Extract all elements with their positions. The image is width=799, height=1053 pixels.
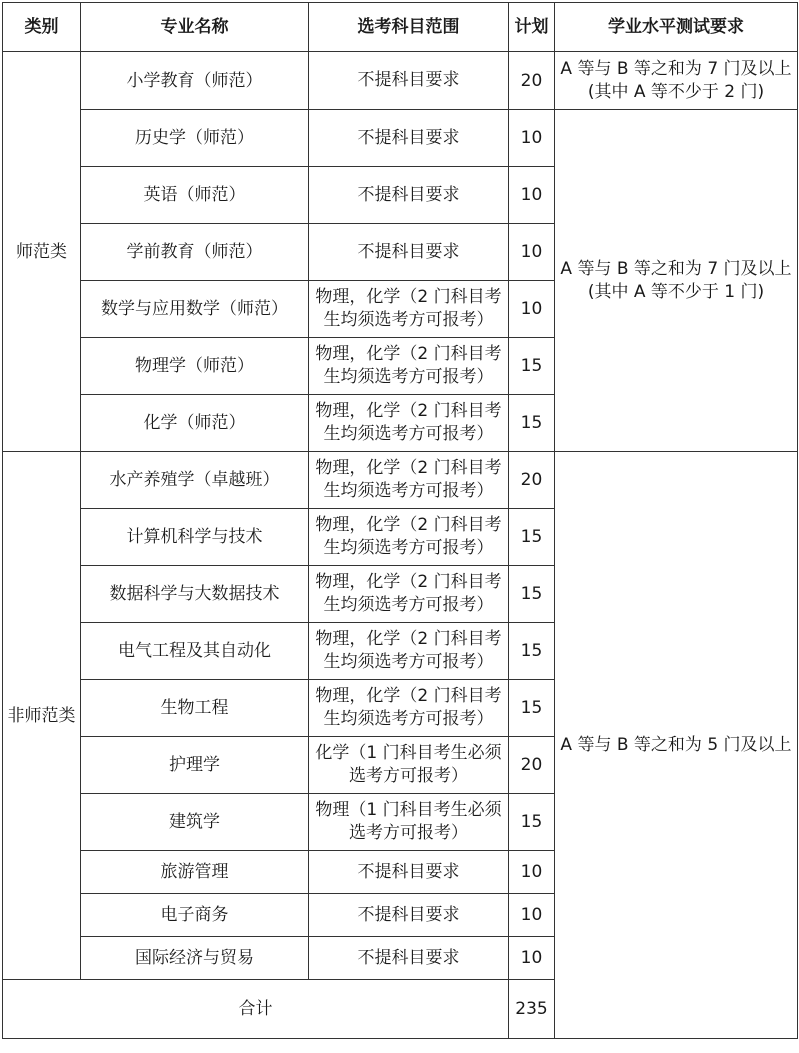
plan-count: 20 — [509, 52, 555, 110]
level-requirement: A 等与 B 等之和为 7 门及以上(其中 A 等不少于 1 门) — [555, 110, 798, 452]
major-name: 旅游管理 — [81, 851, 309, 894]
plan-count: 10 — [509, 851, 555, 894]
plan-count: 15 — [509, 623, 555, 680]
table-row — [3, 452, 798, 509]
plan-count: 15 — [509, 566, 555, 623]
subject-requirement: 不提科目要求 — [309, 937, 509, 980]
major-name: 英语（师范） — [81, 167, 309, 224]
subject-requirement: 物理，化学（2 门科目考生均须选考方可报考） — [309, 566, 509, 623]
major-name: 水产养殖学（卓越班） — [81, 452, 309, 509]
plan-count: 10 — [509, 937, 555, 980]
subject-requirement: 物理，化学（2 门科目考生均须选考方可报考） — [309, 338, 509, 395]
subject-requirement: 物理（1 门科目考生必须选考方可报考） — [309, 794, 509, 851]
plan-count: 10 — [509, 224, 555, 281]
subject-requirement: 不提科目要求 — [309, 224, 509, 281]
category-normal: 师范类 — [3, 52, 81, 452]
major-name: 物理学（师范） — [81, 338, 309, 395]
header-plan: 计划 — [509, 3, 555, 52]
total-plan: 235 — [509, 980, 555, 1039]
level-requirement: A 等与 B 等之和为 7 门及以上(其中 A 等不少于 2 门) — [555, 52, 798, 110]
major-name: 建筑学 — [81, 794, 309, 851]
header-subjects: 选考科目范围 — [309, 3, 509, 52]
subject-requirement: 不提科目要求 — [309, 110, 509, 167]
major-name: 国际经济与贸易 — [81, 937, 309, 980]
header-major: 专业名称 — [81, 3, 309, 52]
plan-count: 10 — [509, 110, 555, 167]
major-name: 电气工程及其自动化 — [81, 623, 309, 680]
table-row — [3, 110, 798, 167]
plan-count: 10 — [509, 167, 555, 224]
table-row — [3, 52, 798, 110]
subject-requirement: 物理，化学（2 门科目考生均须选考方可报考） — [309, 623, 509, 680]
subject-requirement: 不提科目要求 — [309, 167, 509, 224]
enrollment-plan-table — [2, 2, 798, 1039]
level-requirement: A 等与 B 等之和为 5 门及以上 — [555, 452, 798, 1039]
plan-count: 15 — [509, 794, 555, 851]
major-name: 化学（师范） — [81, 395, 309, 452]
plan-count: 15 — [509, 395, 555, 452]
plan-count: 20 — [509, 737, 555, 794]
major-name: 电子商务 — [81, 894, 309, 937]
major-name: 学前教育（师范） — [81, 224, 309, 281]
major-name: 小学教育（师范） — [81, 52, 309, 110]
major-name: 计算机科学与技术 — [81, 509, 309, 566]
plan-count: 10 — [509, 281, 555, 338]
subject-requirement: 不提科目要求 — [309, 52, 509, 110]
major-name: 生物工程 — [81, 680, 309, 737]
header-level-requirement: 学业水平测试要求 — [555, 3, 798, 52]
header-row — [3, 3, 798, 52]
major-name: 历史学（师范） — [81, 110, 309, 167]
subject-requirement: 物理，化学（2 门科目考生均须选考方可报考） — [309, 395, 509, 452]
subject-requirement: 不提科目要求 — [309, 851, 509, 894]
subject-requirement: 化学（1 门科目考生必须选考方可报考） — [309, 737, 509, 794]
plan-count: 15 — [509, 680, 555, 737]
subject-requirement: 不提科目要求 — [309, 894, 509, 937]
plan-count: 15 — [509, 338, 555, 395]
plan-count: 15 — [509, 509, 555, 566]
major-name: 数学与应用数学（师范） — [81, 281, 309, 338]
major-name: 护理学 — [81, 737, 309, 794]
subject-requirement: 物理，化学（2 门科目考生均须选考方可报考） — [309, 281, 509, 338]
major-name: 数据科学与大数据技术 — [81, 566, 309, 623]
subject-requirement: 物理，化学（2 门科目考生均须选考方可报考） — [309, 509, 509, 566]
plan-count: 20 — [509, 452, 555, 509]
header-category: 类别 — [3, 3, 81, 52]
category-non-normal: 非师范类 — [3, 452, 81, 980]
subject-requirement: 物理，化学（2 门科目考生均须选考方可报考） — [309, 452, 509, 509]
subject-requirement: 物理，化学（2 门科目考生均须选考方可报考） — [309, 680, 509, 737]
total-label: 合计 — [3, 980, 509, 1039]
plan-count: 10 — [509, 894, 555, 937]
